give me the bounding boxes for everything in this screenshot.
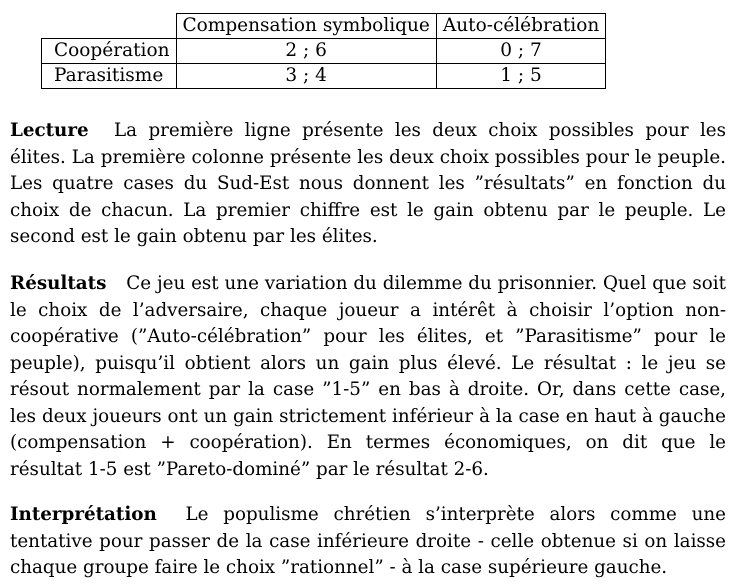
interpretation-heading: Interprétation: [10, 504, 157, 525]
table-header-row: [42, 14, 606, 39]
column-header: Compensation symbolique: [176, 14, 436, 39]
payoff-cell: 1 ; 5: [436, 64, 605, 89]
table-corner-cell: [42, 14, 177, 39]
interpretation-paragraph: [10, 502, 726, 582]
row-header: Coopération: [42, 39, 177, 64]
payoff-matrix: [41, 13, 606, 89]
payoff-cell: 0 ; 7: [436, 39, 605, 64]
interpretation-text: Le populisme chrétien s’interprète alors comme une tentative pour passer de la case inférieure droite - celle obtenue si on laisse chaque groupe faire le choix ”rationnel” - à la case supérieure gauche.: [10, 504, 727, 578]
payoff-cell: 2 ; 6: [176, 39, 436, 64]
table-row: [42, 64, 606, 89]
column-header: Auto-célébration: [436, 14, 605, 39]
resultats-paragraph: [10, 271, 726, 483]
row-header: Parasitisme: [42, 64, 177, 89]
resultats-heading: Résultats: [10, 273, 107, 294]
lecture-heading: Lecture: [10, 120, 89, 141]
resultats-text: Ce jeu est une variation du dilemme du prisonnier. Quel que soit le choix de l’adversaire, chaque joueur a intérêt à choisir l’option non-coopérative (”Auto-célébration” pour les élites, et ”Parasitisme” pour le peuple), puisqu’il obtient alors un gain plus élevé. Le résultat : le jeu se résout normalement par la case ”1-5” en bas à droite. Or, dans cette case, les deux joueurs ont un gain strictement inférieur à la case en haut à gauche (compensation + coopération). En termes économiques, on dit que le résultat 1-5 est ”Pareto-dominé” par le résultat 2-6.: [10, 273, 727, 480]
lecture-text: La première ligne présente les deux choix possibles pour les élites. La première colonne présente les deux choix possibles pour le peuple. Les quatre cases du Sud-Est nous donnent les ”résultats” en fonction du choix de chacun. La premier chiffre est le gain obtenu par le peuple. Le second est le gain obtenu par les élites.: [10, 120, 727, 247]
payoff-cell: 3 ; 4: [176, 64, 436, 89]
table-row: [42, 39, 606, 64]
lecture-paragraph: [10, 118, 726, 251]
